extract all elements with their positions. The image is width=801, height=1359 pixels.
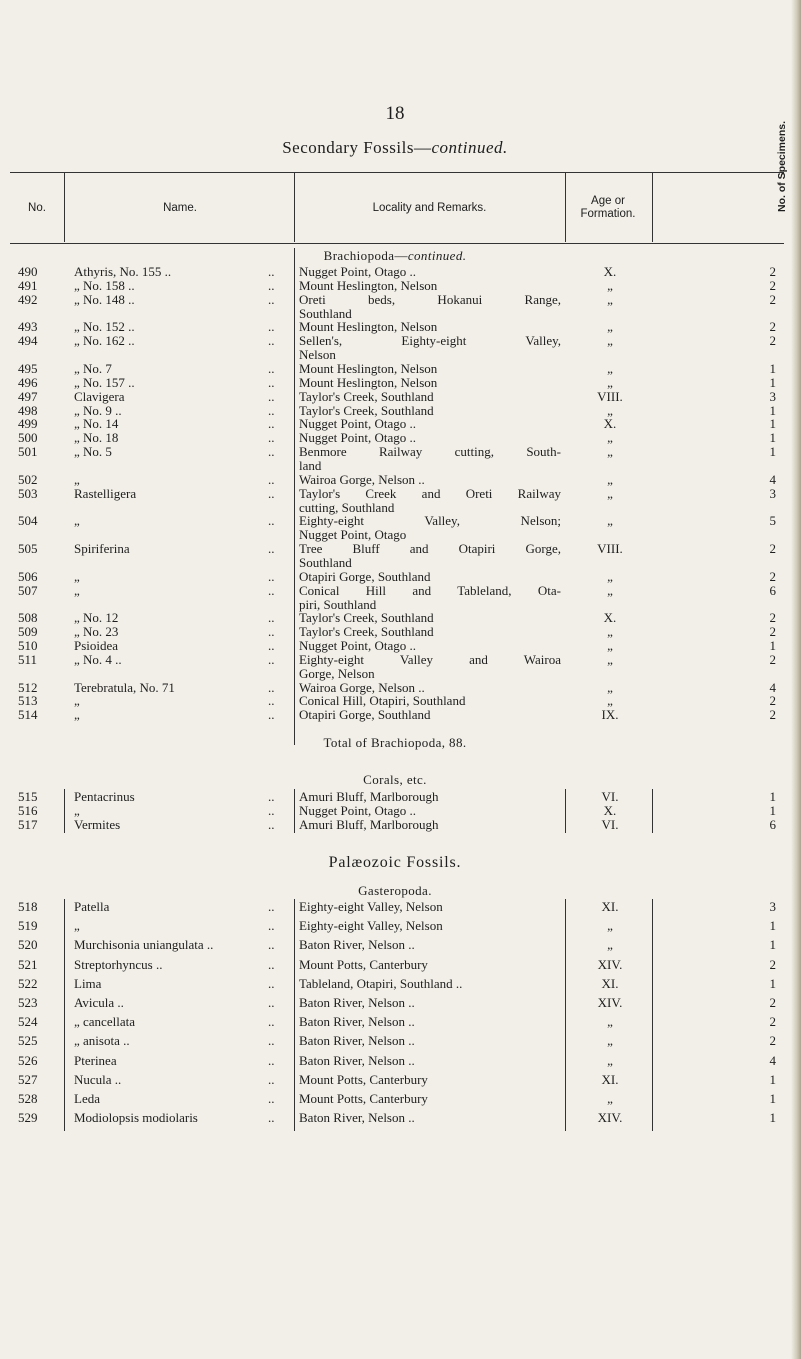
row-age: X. xyxy=(603,803,617,818)
locality-line: cutting, Southland xyxy=(299,499,395,515)
row-leader: .. xyxy=(268,817,275,832)
row-leader: .. xyxy=(268,360,275,376)
row-locality xyxy=(299,487,561,514)
row-age: „ xyxy=(607,693,613,709)
row-locality xyxy=(299,653,561,680)
row-specimens: 3 xyxy=(769,899,776,914)
row-specimens: 2 xyxy=(769,693,776,709)
section-palaeozoic: Palæozoic Fossils. xyxy=(328,854,462,871)
locality-line: Southland xyxy=(299,305,352,321)
column-rule xyxy=(652,172,653,242)
row-leader: .. xyxy=(268,1052,275,1068)
row-leader: .. xyxy=(268,541,275,556)
row-number: 492 xyxy=(18,291,38,307)
row-leader: .. xyxy=(268,485,275,501)
locality-line: Nugget Point, Otago xyxy=(299,527,407,543)
row-specimens: 6 xyxy=(769,817,776,832)
row-age: XI. xyxy=(601,899,619,914)
row-number: 516 xyxy=(18,803,38,818)
row-leader: .. xyxy=(268,430,275,446)
row-name: Lima xyxy=(74,975,102,991)
brachiopoda-total: Total of Brachiopoda, 88. xyxy=(323,735,467,750)
row-name: „ No. 152 .. xyxy=(74,319,135,335)
row-specimens: 1 xyxy=(769,360,776,376)
row-number: 510 xyxy=(18,637,38,653)
column-rule xyxy=(294,899,295,1131)
row-locality xyxy=(299,445,561,472)
row-number: 496 xyxy=(18,374,38,390)
row-age: „ xyxy=(607,291,613,307)
row-specimens: 2 xyxy=(769,264,776,279)
row-age: „ xyxy=(607,937,613,953)
column-rule xyxy=(294,789,295,833)
column-rule xyxy=(64,899,65,1131)
row-specimens: 1 xyxy=(769,416,776,432)
row-number: 525 xyxy=(18,1033,38,1049)
row-specimens: 5 xyxy=(769,513,776,529)
running-title xyxy=(0,138,790,158)
row-locality: Mount Heslington, Nelson xyxy=(299,277,438,293)
row-locality: Taylor's Creek, Southland xyxy=(299,402,434,418)
row-number: 497 xyxy=(18,388,38,404)
column-rule xyxy=(565,899,566,1131)
row-number: 512 xyxy=(18,679,38,695)
row-name: „ No. 7 xyxy=(74,360,112,376)
row-leader: .. xyxy=(268,291,275,307)
column-rule xyxy=(294,172,295,242)
row-name: Pentacrinus xyxy=(74,789,135,804)
row-leader: .. xyxy=(268,402,275,418)
row-leader: .. xyxy=(268,277,275,293)
row-leader: .. xyxy=(268,444,275,460)
row-age: „ xyxy=(607,1014,613,1030)
row-specimens: 2 xyxy=(769,541,776,556)
row-age: VIII. xyxy=(597,541,623,556)
row-leader: .. xyxy=(268,264,275,279)
row-number: 526 xyxy=(18,1052,38,1068)
row-locality: Mount Potts, Canterbury xyxy=(299,1071,428,1087)
row-name: Modiolopsis modiolaris xyxy=(74,1110,198,1126)
row-age: „ xyxy=(607,1033,613,1049)
row-age: X. xyxy=(603,610,617,626)
locality-line: Eighty-eight Valley and Wairoa xyxy=(299,651,561,667)
row-number: 498 xyxy=(18,402,38,418)
row-leader: .. xyxy=(268,975,275,991)
row-number: 501 xyxy=(18,444,38,460)
locality-line: Gorge, Nelson xyxy=(299,665,375,681)
row-number: 502 xyxy=(18,471,38,487)
row-name: „ xyxy=(74,582,80,598)
row-age: „ xyxy=(607,471,613,487)
column-rule xyxy=(565,789,566,833)
row-specimens: 2 xyxy=(769,291,776,307)
row-locality: Mount Potts, Canterbury xyxy=(299,1091,428,1106)
row-name: „ No. 158 .. xyxy=(74,277,135,293)
row-specimens: 2 xyxy=(769,610,776,626)
row-leader: .. xyxy=(268,693,275,709)
header-age: Age or Formation. xyxy=(580,195,636,220)
row-number: 528 xyxy=(18,1091,38,1106)
section-continued: continued. xyxy=(407,248,467,263)
row-specimens: 1 xyxy=(769,444,776,460)
row-age: „ xyxy=(607,679,613,695)
row-age: „ xyxy=(607,637,613,653)
row-number: 518 xyxy=(18,899,38,914)
row-name: „ No. 5 xyxy=(74,444,112,460)
row-name: Rastelligera xyxy=(74,485,137,501)
column-rule xyxy=(652,789,653,833)
row-age: „ xyxy=(607,485,613,501)
row-age: „ xyxy=(607,513,613,529)
row-name: „ No. 9 .. xyxy=(74,402,122,418)
row-number: 504 xyxy=(18,513,38,529)
row-age: XIV. xyxy=(597,1110,623,1126)
locality-line: Sellen's, Eighty-eight Valley, xyxy=(299,333,561,349)
column-rule xyxy=(294,248,295,745)
row-locality: Nugget Point, Otago .. xyxy=(299,637,416,653)
row-age: VI. xyxy=(601,789,619,804)
row-leader: .. xyxy=(268,1071,275,1087)
row-locality xyxy=(299,334,561,361)
row-leader: .. xyxy=(268,610,275,626)
locality-line: land xyxy=(299,458,322,474)
row-age: XI. xyxy=(601,975,619,991)
row-number: 499 xyxy=(18,416,38,432)
row-specimens: 1 xyxy=(769,374,776,390)
row-leader: .. xyxy=(268,333,275,349)
row-number: 523 xyxy=(18,995,38,1010)
row-number: 495 xyxy=(18,360,38,376)
row-name: Spiriferina xyxy=(74,541,130,556)
row-age: XIV. xyxy=(597,956,623,972)
row-leader: .. xyxy=(268,624,275,640)
locality-line: Nelson xyxy=(299,347,336,363)
row-leader: .. xyxy=(268,651,275,667)
row-name: Nucula .. xyxy=(74,1071,122,1087)
row-locality: Baton River, Nelson .. xyxy=(299,937,415,953)
row-age: IX. xyxy=(601,707,619,723)
row-specimens: 1 xyxy=(769,1110,776,1126)
row-specimens: 1 xyxy=(769,789,776,804)
row-number: 493 xyxy=(18,319,38,335)
row-number: 524 xyxy=(18,1014,38,1030)
row-number: 506 xyxy=(18,568,38,584)
row-locality xyxy=(299,514,561,541)
row-name: „ xyxy=(74,513,80,529)
header-specimens: No. of Specimens. xyxy=(776,120,788,212)
row-number: 514 xyxy=(18,707,38,723)
column-rule xyxy=(565,172,566,242)
row-specimens: 4 xyxy=(769,679,776,695)
row-specimens: 1 xyxy=(769,803,776,818)
row-name: Psioidea xyxy=(74,637,119,653)
row-name: Murchisonia uniangulata .. xyxy=(74,937,214,953)
row-name: „ No. 162 .. xyxy=(74,333,135,349)
row-specimens: 3 xyxy=(769,485,776,501)
table-header xyxy=(10,172,784,244)
locality-line: Conical Hill and Tableland, Ota- xyxy=(299,582,561,598)
row-number: 500 xyxy=(18,430,38,446)
row-name: „ xyxy=(74,803,80,818)
row-name: „ xyxy=(74,918,80,934)
row-specimens: 2 xyxy=(769,319,776,335)
row-leader: .. xyxy=(268,679,275,695)
row-locality: Otapiri Gorge, Southland xyxy=(299,707,431,723)
row-number: 513 xyxy=(18,693,38,709)
row-name: „ No. 23 xyxy=(74,624,119,640)
running-title-main: Secondary Fossils— xyxy=(282,138,432,157)
row-locality: Baton River, Nelson .. xyxy=(299,1052,415,1068)
row-number: 522 xyxy=(18,975,38,991)
row-locality: Wairoa Gorge, Nelson .. xyxy=(299,471,425,487)
row-name: Avicula .. xyxy=(74,995,124,1010)
row-leader: .. xyxy=(268,956,275,972)
row-leader: .. xyxy=(268,471,275,487)
row-leader: .. xyxy=(268,707,275,723)
row-age: „ xyxy=(607,430,613,446)
row-locality xyxy=(299,584,561,611)
row-name: Clavigera xyxy=(74,388,125,404)
locality-line: piri, Southland xyxy=(299,596,377,612)
row-age: XI. xyxy=(601,1071,619,1087)
row-locality xyxy=(299,293,561,320)
row-name: „ anisota .. xyxy=(74,1033,130,1049)
row-age: X. xyxy=(603,264,617,279)
row-name: „ No. 157 .. xyxy=(74,374,135,390)
row-leader: .. xyxy=(268,899,275,914)
row-age: VIII. xyxy=(597,388,623,404)
row-name: „ xyxy=(74,568,80,584)
row-age: „ xyxy=(607,277,613,293)
row-name: Leda xyxy=(74,1091,100,1106)
row-number: 505 xyxy=(18,541,38,556)
row-specimens: 1 xyxy=(769,402,776,418)
row-number: 517 xyxy=(18,817,38,832)
row-specimens: 1 xyxy=(769,918,776,934)
row-name: „ No. 4 .. xyxy=(74,651,122,667)
header-no: No. xyxy=(28,201,46,214)
row-locality: Taylor's Creek, Southland xyxy=(299,610,434,626)
row-age: „ xyxy=(607,918,613,934)
row-leader: .. xyxy=(268,637,275,653)
row-leader: .. xyxy=(268,1014,275,1030)
row-leader: .. xyxy=(268,1110,275,1126)
section-brachiopoda xyxy=(0,248,790,264)
row-age: „ xyxy=(607,333,613,349)
row-specimens: 2 xyxy=(769,1014,776,1030)
row-number: 519 xyxy=(18,918,38,934)
row-locality: Amuri Bluff, Marlborough xyxy=(299,789,439,804)
section-title: Brachiopoda— xyxy=(323,248,408,263)
row-number: 521 xyxy=(18,956,38,972)
row-specimens: 1 xyxy=(769,1091,776,1106)
row-age: „ xyxy=(607,444,613,460)
row-specimens: 2 xyxy=(769,333,776,349)
row-leader: .. xyxy=(268,803,275,818)
row-specimens: 1 xyxy=(769,637,776,653)
row-leader: .. xyxy=(268,1091,275,1106)
row-specimens: 2 xyxy=(769,707,776,723)
row-age: „ xyxy=(607,360,613,376)
page-number: 18 xyxy=(385,103,405,124)
row-locality: Nugget Point, Otago .. xyxy=(299,803,416,818)
row-leader: .. xyxy=(268,416,275,432)
row-locality: Otapiri Gorge, Southland xyxy=(299,568,431,584)
column-rule xyxy=(64,172,65,242)
row-name: Pterinea xyxy=(74,1052,117,1068)
row-number: 508 xyxy=(18,610,38,626)
row-age: „ xyxy=(607,374,613,390)
row-number: 511 xyxy=(18,651,38,667)
row-specimens: 1 xyxy=(769,937,776,953)
row-specimens: 6 xyxy=(769,582,776,598)
row-specimens: 2 xyxy=(769,277,776,293)
row-age: „ xyxy=(607,582,613,598)
row-leader: .. xyxy=(268,995,275,1010)
row-number: 509 xyxy=(18,624,38,640)
row-specimens: 4 xyxy=(769,1052,776,1068)
row-leader: .. xyxy=(268,513,275,529)
row-age: „ xyxy=(607,568,613,584)
column-rule xyxy=(64,789,65,833)
row-age: „ xyxy=(607,651,613,667)
row-name: „ xyxy=(74,707,80,723)
row-locality: Wairoa Gorge, Nelson .. xyxy=(299,679,425,695)
running-title-continued: continued. xyxy=(431,138,508,157)
row-name: „ cancellata xyxy=(74,1014,135,1030)
section-gasteropoda: Gasteropoda. xyxy=(358,883,432,898)
row-locality: Baton River, Nelson .. xyxy=(299,1033,415,1049)
row-locality: Eighty-eight Valley, Nelson xyxy=(299,899,443,914)
row-locality: Nugget Point, Otago .. xyxy=(299,416,416,432)
row-specimens: 2 xyxy=(769,956,776,972)
row-leader: .. xyxy=(268,582,275,598)
section-corals: Corals, etc. xyxy=(363,772,427,787)
row-leader: .. xyxy=(268,319,275,335)
locality-line: Taylor's Creek and Oreti Railway xyxy=(299,485,561,501)
row-locality: Conical Hill, Otapiri, Southland xyxy=(299,693,466,709)
row-leader: .. xyxy=(268,918,275,934)
row-age: „ xyxy=(607,402,613,418)
row-name: Terebratula, No. 71 xyxy=(74,679,175,695)
row-specimens: 3 xyxy=(769,388,776,404)
row-locality: Tableland, Otapiri, Southland .. xyxy=(299,975,463,991)
locality-line: Eighty-eight Valley, Nelson; xyxy=(299,513,561,529)
row-leader: .. xyxy=(268,568,275,584)
row-name: Patella xyxy=(74,899,110,914)
row-number: 503 xyxy=(18,485,38,501)
row-locality: Nugget Point, Otago .. xyxy=(299,430,416,446)
row-number: 527 xyxy=(18,1071,38,1087)
locality-line: Benmore Railway cutting, South- xyxy=(299,444,561,460)
row-leader: .. xyxy=(268,388,275,404)
row-age: X. xyxy=(603,416,617,432)
row-name: „ xyxy=(74,471,80,487)
locality-line: Oreti beds, Hokanui Range, xyxy=(299,291,561,307)
row-locality: Mount Heslington, Nelson xyxy=(299,319,438,335)
row-name: Streptorhyncus .. xyxy=(74,956,163,972)
row-specimens: 2 xyxy=(769,1033,776,1049)
header-locality: Locality and Remarks. xyxy=(372,201,487,214)
row-name: „ No. 18 xyxy=(74,430,119,446)
row-locality: Amuri Bluff, Marlborough xyxy=(299,817,439,832)
row-locality xyxy=(299,542,561,569)
row-number: 529 xyxy=(18,1110,38,1126)
row-name: „ xyxy=(74,693,80,709)
column-rule xyxy=(652,899,653,1131)
locality-line: Southland xyxy=(299,555,352,570)
row-leader: .. xyxy=(268,789,275,804)
page-edge-shadow xyxy=(791,0,801,1359)
row-age: XIV. xyxy=(597,995,623,1010)
row-locality: Mount Heslington, Nelson xyxy=(299,360,438,376)
row-number: 515 xyxy=(18,789,38,804)
locality-line: Tree Bluff and Otapiri Gorge, xyxy=(299,541,561,556)
row-number: 490 xyxy=(18,264,38,279)
row-locality: Baton River, Nelson .. xyxy=(299,1110,415,1126)
row-age: „ xyxy=(607,319,613,335)
row-number: 491 xyxy=(18,277,38,293)
row-name: „ No. 148 .. xyxy=(74,291,135,307)
row-specimens: 2 xyxy=(769,995,776,1010)
row-specimens: 4 xyxy=(769,471,776,487)
row-name: „ No. 14 xyxy=(74,416,119,432)
row-specimens: 2 xyxy=(769,651,776,667)
row-locality: Taylor's Creek, Southland xyxy=(299,624,434,640)
row-locality: Mount Heslington, Nelson xyxy=(299,374,438,390)
row-locality: Mount Potts, Canterbury xyxy=(299,956,428,972)
header-name: Name. xyxy=(163,201,197,214)
row-age: „ xyxy=(607,1052,613,1068)
row-specimens: 1 xyxy=(769,1071,776,1087)
row-name: „ No. 12 xyxy=(74,610,119,626)
row-locality: Taylor's Creek, Southland xyxy=(299,388,434,404)
row-locality: Baton River, Nelson .. xyxy=(299,995,415,1010)
row-age: „ xyxy=(607,624,613,640)
row-specimens: 2 xyxy=(769,624,776,640)
row-specimens: 1 xyxy=(769,975,776,991)
row-locality: Nugget Point, Otago .. xyxy=(299,264,416,279)
row-leader: .. xyxy=(268,1033,275,1049)
row-leader: .. xyxy=(268,374,275,390)
row-age: VI. xyxy=(601,817,619,832)
row-locality: Eighty-eight Valley, Nelson xyxy=(299,918,443,934)
row-name: Athyris, No. 155 .. xyxy=(74,264,172,279)
row-specimens: 2 xyxy=(769,568,776,584)
row-number: 520 xyxy=(18,937,38,953)
row-leader: .. xyxy=(268,937,275,953)
row-locality: Baton River, Nelson .. xyxy=(299,1014,415,1030)
row-number: 494 xyxy=(18,333,38,349)
row-name: Vermites xyxy=(74,817,121,832)
row-number: 507 xyxy=(18,582,38,598)
row-specimens: 1 xyxy=(769,430,776,446)
row-age: „ xyxy=(607,1091,613,1106)
